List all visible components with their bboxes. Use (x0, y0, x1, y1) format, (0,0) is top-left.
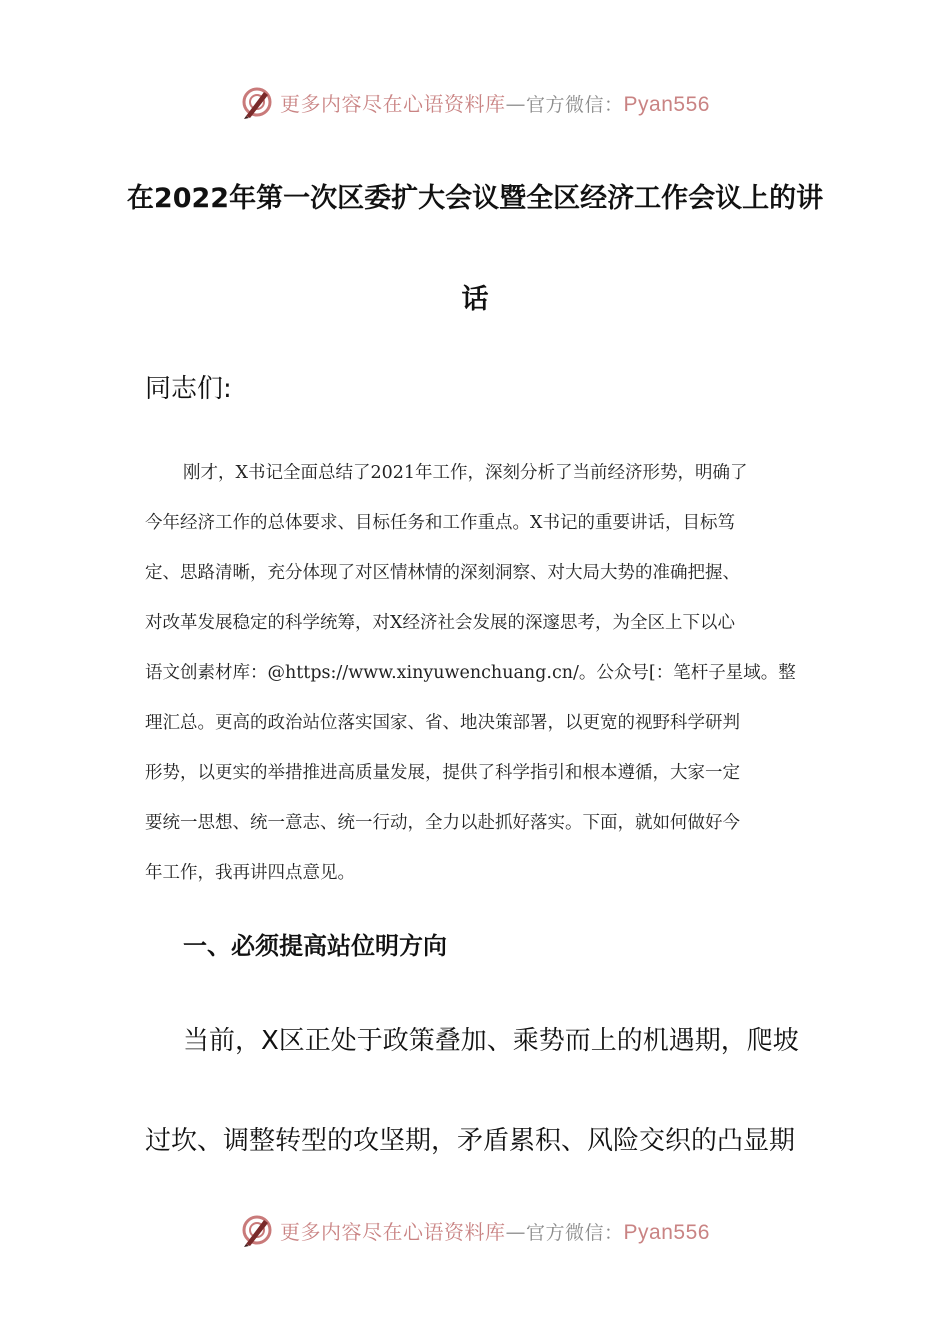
watermark-main: 更多内容尽在心语资料库 (280, 1219, 506, 1244)
paragraph1-line: 理汇总。更高的政治站位落实国家、省、地决策部署，以更宽的视野科学研判 (145, 713, 740, 733)
watermark-text (280, 1216, 710, 1245)
pen-logo-icon (240, 84, 276, 120)
paragraph1-line: 年工作，我再讲四点意见。 (145, 863, 355, 883)
paragraph1-line: 定、思路清晰，充分体现了对区情林情的深刻洞察、对大局大势的准确把握、 (145, 563, 740, 583)
paragraph1-line: 语文创素材库：@https://www.xinyuwenchuang.cn/。公众号[：笔杆子星域。整 (145, 663, 796, 683)
watermark-wechat: Pyan556 (623, 92, 710, 116)
section-heading: 一、必须提高站位明方向 (183, 932, 447, 960)
footer-watermark (0, 1210, 950, 1250)
watermark-wechat: Pyan556 (623, 1220, 710, 1244)
paragraph2-line: 过坎、调整转型的攻坚期，矛盾累积、风险交织的凸显期 (145, 1126, 796, 1156)
watermark-dash: — (505, 1219, 527, 1244)
watermark-label: 官方微信： (526, 93, 624, 116)
pen-logo-icon (240, 1212, 276, 1248)
paragraph2-line: 当前，X区正处于政策叠加、乘势而上的机遇期，爬坡 (183, 1026, 799, 1056)
page-title-line1: 在2022年第一次区委扩大会议暨全区经济工作会议上的讲 (126, 183, 824, 214)
greeting: 同志们: (145, 374, 232, 404)
paragraph1-line: 刚才，X书记全面总结了2021年工作，深刻分析了当前经济形势，明确了 (183, 463, 748, 483)
watermark-text (280, 88, 710, 117)
paragraph1-line: 今年经济工作的总体要求、目标任务和工作重点。X书记的重要讲话，目标笃 (145, 513, 735, 533)
header-watermark (0, 82, 950, 122)
watermark-label: 官方微信： (526, 1221, 624, 1244)
paragraph1-line: 要统一思想、统一意志、统一行动，全力以赴抓好落实。下面，就如何做好今 (145, 813, 740, 833)
page-title-line2: 话 (461, 284, 489, 315)
watermark-dash: — (505, 91, 527, 116)
paragraph1-line: 对改革发展稳定的科学统筹，对X经济社会发展的深邃思考，为全区上下以心 (145, 613, 735, 633)
paragraph1-line: 形势，以更实的举措推进高质量发展，提供了科学指引和根本遵循，大家一定 (145, 763, 740, 783)
watermark-main: 更多内容尽在心语资料库 (280, 91, 506, 116)
